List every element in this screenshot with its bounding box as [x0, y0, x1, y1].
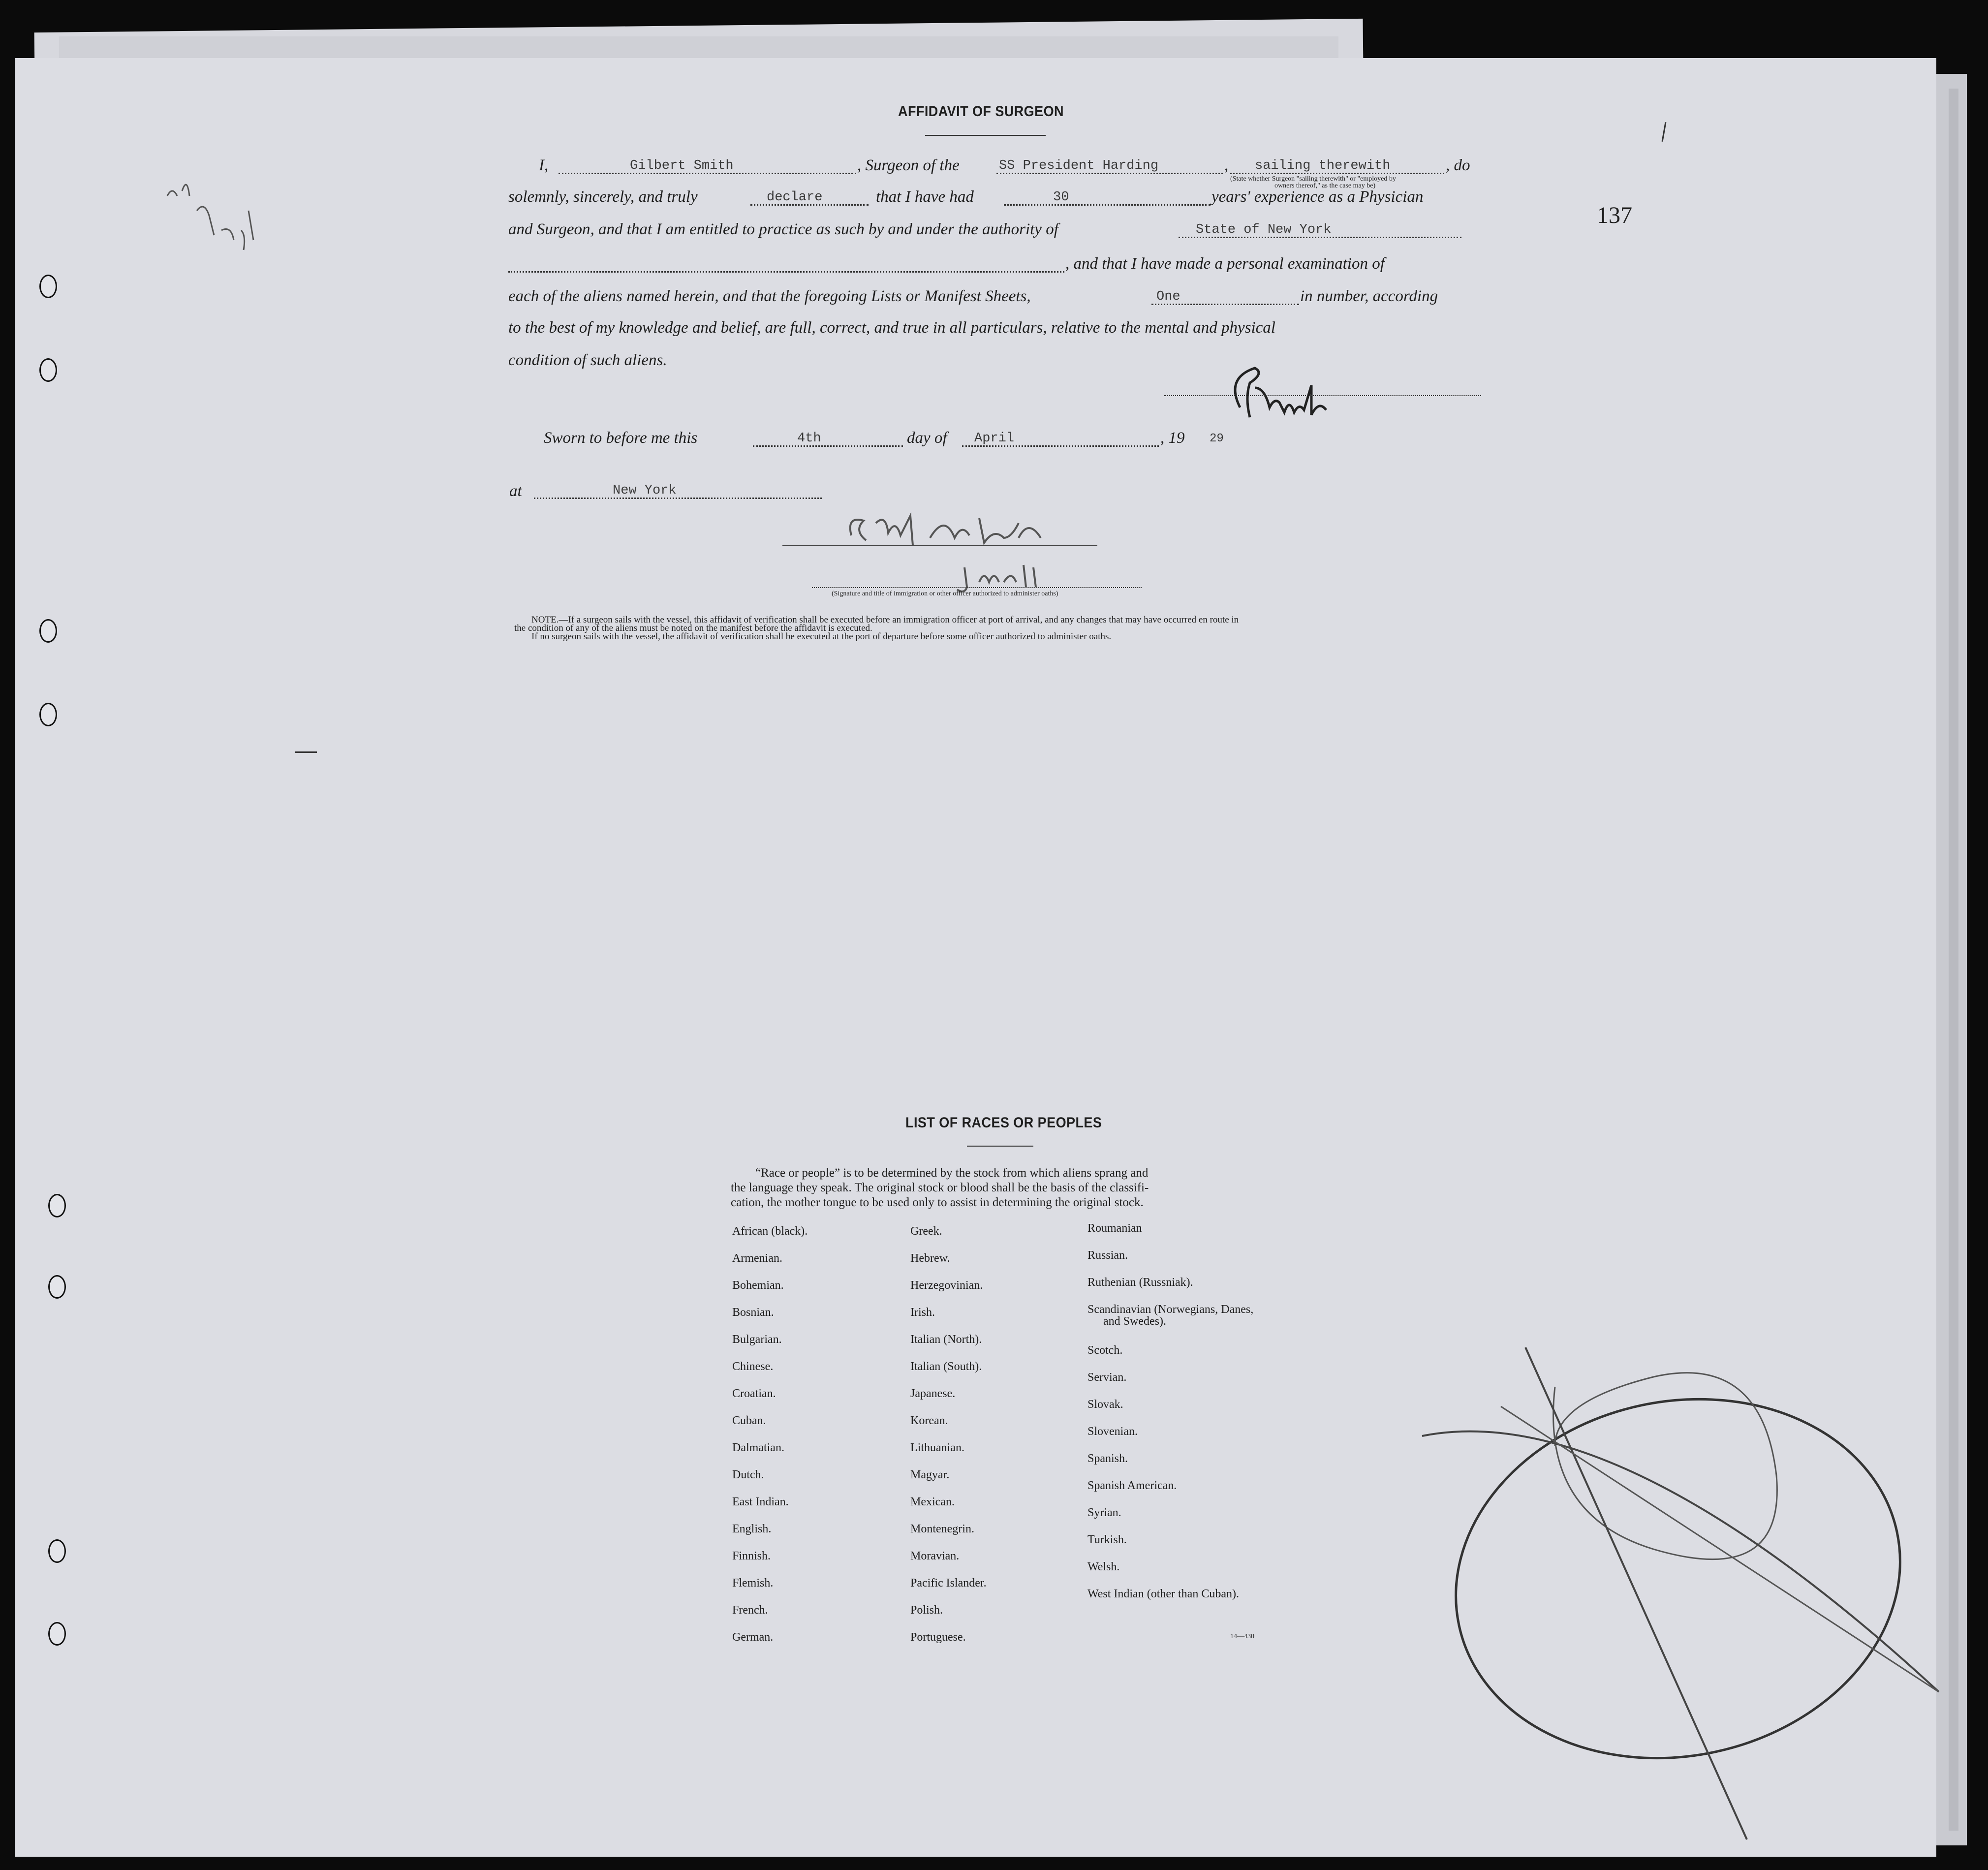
races-intro-2: the language they speak. The original stock or blood shall be the basis of the classifi- [731, 1181, 1149, 1194]
race-item: Pacific Islander. [910, 1577, 987, 1590]
race-item: Bulgarian. [732, 1333, 782, 1346]
line1-mid: , Surgeon of the [857, 156, 960, 174]
sheets-count: One [1156, 289, 1180, 304]
race-item: Dalmatian. [732, 1441, 784, 1454]
note-line-2: the condition of any of the aliens must be noted on the manifest before the affidavit is executed. [514, 623, 872, 633]
race-item: Roumanian [1087, 1222, 1142, 1235]
status-note: (State whether Surgeon "sailing therewith" or "employed by [1230, 175, 1396, 183]
race-item: Chinese. [732, 1360, 774, 1373]
line6: to the best of my knowledge and belief, are full, correct, and true in all particulars, relative to the mental and physical [508, 319, 1275, 337]
races-title-underline [967, 1146, 1033, 1147]
authority-blank-cont [508, 271, 1064, 273]
race-item: Italian (South). [910, 1360, 982, 1373]
races-column-2 [910, 1225, 1078, 1658]
race-item: Italian (North). [910, 1333, 982, 1346]
sworn-year: 29 [1210, 432, 1224, 445]
race-item: Portuguese. [910, 1631, 966, 1644]
race-item: Korean. [910, 1414, 948, 1427]
races-column-1 [732, 1225, 900, 1658]
race-item: Slovak. [1087, 1398, 1123, 1411]
at-place-blank [534, 498, 822, 499]
race-item: German. [732, 1631, 774, 1644]
race-item: Flemish. [732, 1577, 774, 1590]
punch-hole [39, 619, 57, 643]
race-item: English. [732, 1523, 772, 1535]
margin-dash [295, 751, 317, 753]
race-item: Spanish. [1087, 1452, 1128, 1465]
races-column-3 [1087, 1222, 1284, 1615]
punch-hole [48, 1539, 66, 1563]
race-item: Herzegovinian. [910, 1279, 983, 1292]
line1-end: , do [1446, 156, 1470, 174]
race-item: East Indian. [732, 1496, 789, 1508]
race-item: Polish. [910, 1604, 943, 1617]
line1-comma: , [1224, 156, 1229, 174]
race-item: Irish. [910, 1306, 935, 1319]
punch-hole [39, 275, 57, 298]
vessel-name: SS President Harding [999, 158, 1159, 173]
line2-pre: solemnly, sincerely, and truly [508, 188, 698, 206]
years-blank [1004, 204, 1211, 206]
punch-hole [48, 1622, 66, 1646]
officer-caption: (Signature and title of immigration or other officer authorized to administer oaths) [832, 590, 1058, 597]
pencil-cancellation-mark [1393, 1318, 1944, 1859]
sworn-day: 4th [797, 431, 821, 446]
race-item: Turkish. [1087, 1533, 1127, 1546]
line1-pre: I, [539, 156, 549, 174]
affidavit-title: AFFIDAVIT OF SURGEON [898, 103, 1064, 120]
race-item: Hebrew. [910, 1252, 950, 1265]
line5-end: in number, according [1300, 287, 1438, 305]
sailing-status: sailing therewith [1255, 158, 1391, 173]
line5-pre: each of the aliens named herein, and that the foregoing Lists or Manifest Sheets, [508, 287, 1031, 305]
races-intro-1: “Race or people” is to be determined by the stock from which aliens sprang and [755, 1166, 1149, 1180]
sworn-year-pre: , 19 [1160, 429, 1185, 447]
punch-hole [39, 703, 57, 726]
race-item: Mexican. [910, 1496, 955, 1508]
race-item: Japanese. [910, 1387, 956, 1400]
years-experience: 30 [1053, 190, 1069, 205]
race-item: Ruthenian (Russniak). [1087, 1276, 1193, 1289]
stacked-sheet-edge-right [1949, 89, 1958, 1831]
surgeon-name: Gilbert Smith [630, 158, 734, 173]
line2-end: years' experience as a Physician [1211, 188, 1424, 206]
race-item: West Indian (other than Cuban). [1087, 1588, 1239, 1600]
note-line-1: NOTE.—If a surgeon sails with the vessel, this affidavit of verification shall be executed before an immigration officer at port of arrival, and any changes that may have occurred en route in [531, 615, 1239, 625]
race-item: Armenian. [732, 1252, 782, 1265]
race-item: Bohemian. [732, 1279, 784, 1292]
status-note-2: owners thereof," as the case may be) [1274, 182, 1376, 189]
page-number: 137 [1597, 202, 1632, 228]
manifest-page [15, 58, 1936, 1857]
race-item: Scandinavian (Norwegians, Danes, and Swedes). [1087, 1303, 1254, 1328]
punch-hole [48, 1275, 66, 1299]
punch-hole [48, 1194, 66, 1217]
race-item: Servian. [1087, 1371, 1127, 1384]
sworn-pre: Sworn to before me this [544, 429, 698, 447]
sworn-mid: day of [907, 429, 947, 447]
line4-end: , and that I have made a personal examination of [1065, 255, 1385, 273]
officer-title-line [812, 587, 1142, 588]
line7: condition of such aliens. [508, 351, 667, 369]
form-number: 14—430 [1230, 1633, 1254, 1640]
sworn-day-blank [753, 445, 903, 447]
race-item: Cuban. [732, 1414, 766, 1427]
race-item: Spanish American. [1087, 1479, 1177, 1492]
race-item: Syrian. [1087, 1506, 1121, 1519]
race-item: African (black). [732, 1225, 808, 1238]
punch-hole [39, 358, 57, 382]
race-item: Welsh. [1087, 1560, 1120, 1573]
race-item: Moravian. [910, 1550, 960, 1562]
races-title: LIST OF RACES OR PEOPLES [905, 1115, 1102, 1131]
surgeon-signature-line [1164, 395, 1481, 396]
race-item: Lithuanian. [910, 1441, 964, 1454]
race-item: Croatian. [732, 1387, 776, 1400]
note-line-3: If no surgeon sails with the vessel, the affidavit of verification shall be executed at the port of departure before some officer authorized to administer oaths. [531, 631, 1112, 642]
title-underline [925, 135, 1046, 136]
at-place: New York [613, 483, 677, 498]
race-item: Finnish. [732, 1550, 771, 1562]
race-item: Scotch. [1087, 1344, 1123, 1357]
race-item: Dutch. [732, 1468, 764, 1481]
race-item: French. [732, 1604, 768, 1617]
line3-pre: and Surgeon, and that I am entitled to practice as such by and under the authority of [508, 220, 1058, 238]
at-label: at [509, 482, 522, 500]
races-intro-3: cation, the mother tongue to be used only to assist in determining the original stock. [731, 1196, 1144, 1209]
officer-signature-line [782, 545, 1097, 546]
sworn-month: April [974, 431, 1015, 446]
race-item: Greek. [910, 1225, 942, 1238]
race-item: Slovenian. [1087, 1425, 1138, 1438]
race-item: Bosnian. [732, 1306, 774, 1319]
authority: State of New York [1196, 222, 1332, 237]
declare-word: declare [767, 190, 823, 205]
race-item: Russian. [1087, 1249, 1128, 1262]
margin-pencil-notation [148, 156, 315, 284]
race-item: Montenegrin. [910, 1523, 974, 1535]
margin-tick [1662, 122, 1667, 142]
line2-mid: that I have had [876, 188, 974, 206]
race-item: Magyar. [910, 1468, 950, 1481]
